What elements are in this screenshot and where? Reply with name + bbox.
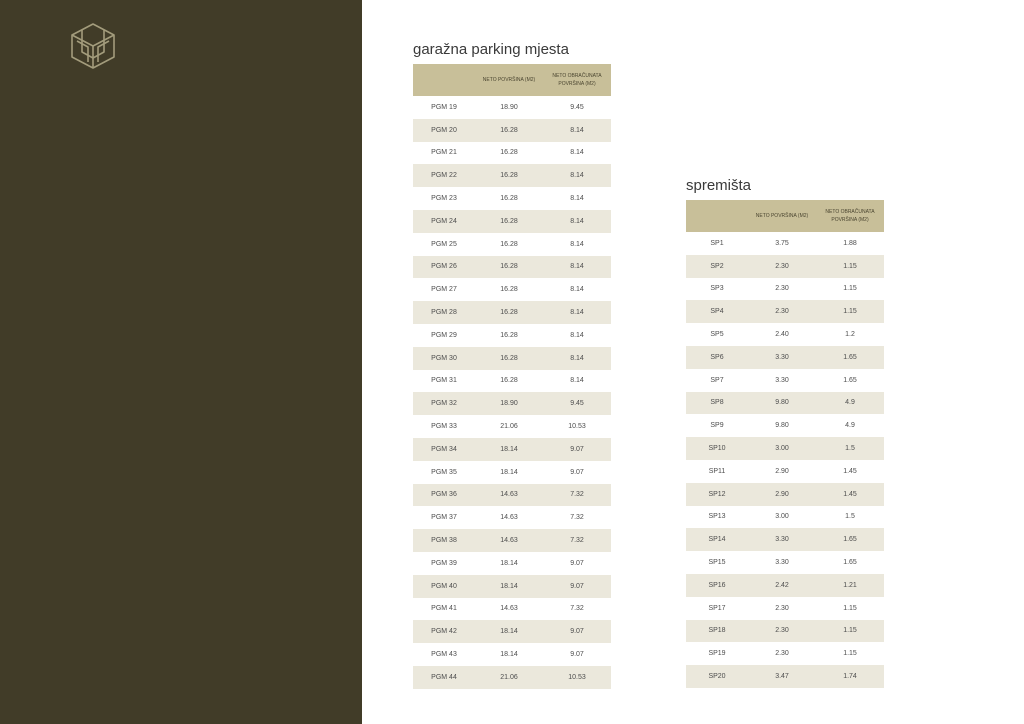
garage-table-body <box>413 96 611 689</box>
unit-cell: SP6 <box>710 353 724 361</box>
table-row <box>413 370 611 393</box>
calculated-area-cell: 1.15 <box>843 262 857 270</box>
net-area-cell: 2.42 <box>775 581 789 589</box>
calculated-area-cell: 1.5 <box>845 445 855 453</box>
net-area-cell: 2.30 <box>775 604 789 612</box>
net-area-cell: 3.00 <box>775 513 789 521</box>
unit-cell: SP4 <box>710 308 724 316</box>
table-row <box>413 187 611 210</box>
unit-cell: SP9 <box>710 422 724 430</box>
unit-cell: PGM 31 <box>431 377 457 385</box>
unit-cell: PGM 20 <box>431 126 457 134</box>
net-area-cell: 2.30 <box>775 650 789 658</box>
calculated-area-cell: 9.07 <box>570 559 584 567</box>
calculated-area-cell: 4.9 <box>845 399 855 407</box>
table-row <box>413 506 611 529</box>
unit-cell: SP1 <box>710 239 724 247</box>
net-area-cell: 18.14 <box>500 628 518 636</box>
table-row <box>686 346 884 369</box>
calculated-area-cell: 1.15 <box>843 308 857 316</box>
unit-cell: SP16 <box>708 581 726 589</box>
net-area-cell: 14.63 <box>500 605 518 613</box>
net-area-cell: 16.28 <box>500 126 518 134</box>
garage-section-title: garažna parking mjesta <box>413 41 569 58</box>
net-area-cell: 16.28 <box>500 263 518 271</box>
calculated-area-cell: 1.5 <box>845 513 855 521</box>
table-row <box>686 483 884 506</box>
calculated-area-cell: 8.14 <box>570 172 584 180</box>
net-area-cell: 18.14 <box>500 468 518 476</box>
net-area-cell: 16.28 <box>500 331 518 339</box>
unit-cell: PGM 44 <box>431 673 457 681</box>
calculated-area-cell: 8.14 <box>570 126 584 134</box>
net-area-cell: 21.06 <box>500 673 518 681</box>
calculated-area-cell: 7.32 <box>570 491 584 499</box>
net-area-cell: 2.40 <box>775 331 789 339</box>
unit-cell: SP11 <box>708 467 726 475</box>
table-row <box>686 574 884 597</box>
calculated-area-cell: 8.14 <box>570 263 584 271</box>
unit-cell: PGM 43 <box>431 651 457 659</box>
table-row <box>413 529 611 552</box>
table-row <box>686 323 884 346</box>
table-row <box>413 575 611 598</box>
calculated-area-cell: 1.65 <box>843 536 857 544</box>
calculated-area-cell: 9.07 <box>570 628 584 636</box>
unit-cell: PGM 36 <box>431 491 457 499</box>
net-area-cell: 3.47 <box>775 673 789 681</box>
table-row <box>413 256 611 279</box>
net-area-cell: 2.30 <box>775 627 789 635</box>
calculated-area-cell: 8.14 <box>570 286 584 294</box>
net-area-cell: 3.00 <box>775 445 789 453</box>
calculated-area-cell: 10.53 <box>568 423 586 431</box>
unit-cell: SP20 <box>708 673 726 681</box>
table-row <box>413 96 611 119</box>
calculated-area-cell: 1.15 <box>843 627 857 635</box>
table-row <box>686 506 884 529</box>
storage-table-body <box>686 232 884 688</box>
calculated-area-cell: 1.45 <box>843 490 857 498</box>
calculated-area-cell: 4.9 <box>845 422 855 430</box>
table-row <box>413 552 611 575</box>
table-row <box>686 665 884 688</box>
unit-cell: SP10 <box>708 445 726 453</box>
unit-cell: PGM 24 <box>431 217 457 225</box>
table-row <box>413 119 611 142</box>
table-row <box>686 278 884 301</box>
calculated-area-cell: 9.07 <box>570 651 584 659</box>
unit-cell: PGM 19 <box>431 103 457 111</box>
unit-cell: PGM 32 <box>431 400 457 408</box>
table-row <box>413 666 611 689</box>
unit-cell: PGM 21 <box>431 149 457 157</box>
calculated-area-cell: 8.14 <box>570 217 584 225</box>
calculated-area-cell: 1.21 <box>843 581 857 589</box>
net-area-cell: 9.80 <box>775 422 789 430</box>
calculated-area-cell: 1.15 <box>843 604 857 612</box>
table-row <box>413 392 611 415</box>
calculated-area-cell: 1.45 <box>843 467 857 475</box>
calculated-area-cell: 7.32 <box>570 605 584 613</box>
net-area-cell: 14.63 <box>500 514 518 522</box>
net-area-cell: 16.28 <box>500 309 518 317</box>
net-area-cell: 18.14 <box>500 559 518 567</box>
calculated-area-cell: 1.2 <box>845 331 855 339</box>
calculated-area-cell: 1.65 <box>843 353 857 361</box>
unit-cell: PGM 22 <box>431 172 457 180</box>
net-area-cell: 16.28 <box>500 195 518 203</box>
unit-cell: PGM 25 <box>431 240 457 248</box>
table-row <box>413 210 611 233</box>
net-area-cell: 3.30 <box>775 559 789 567</box>
storage-section-title: spremišta <box>686 177 752 194</box>
table-row <box>413 643 611 666</box>
net-area-cell: 18.90 <box>500 103 518 111</box>
calculated-area-cell: 7.32 <box>570 514 584 522</box>
table-row <box>686 369 884 392</box>
unit-cell: SP7 <box>710 376 724 384</box>
table-row <box>413 438 611 461</box>
net-area-cell: 18.14 <box>500 582 518 590</box>
unit-cell: PGM 27 <box>431 286 457 294</box>
unit-cell: SP18 <box>708 627 726 635</box>
net-area-cell: 2.30 <box>775 285 789 293</box>
unit-cell: SP15 <box>708 559 726 567</box>
net-area-cell: 3.30 <box>775 536 789 544</box>
calculated-area-cell: 9.45 <box>570 400 584 408</box>
header-cell-calculated-area: NETO OBRAČUNATA POVRŠINA (M2) <box>552 73 602 87</box>
table-row <box>413 415 611 438</box>
calculated-area-cell: 9.45 <box>570 103 584 111</box>
brand-logo-icon <box>68 22 118 70</box>
sidebar-panel <box>0 0 362 724</box>
net-area-cell: 16.28 <box>500 217 518 225</box>
calculated-area-cell: 8.14 <box>570 377 584 385</box>
table-row <box>413 142 611 165</box>
table-row <box>686 437 884 460</box>
table-row <box>686 255 884 278</box>
calculated-area-cell: 10.53 <box>568 673 586 681</box>
net-area-cell: 2.30 <box>775 262 789 270</box>
table-row <box>686 460 884 483</box>
net-area-cell: 16.28 <box>500 354 518 362</box>
unit-cell: SP5 <box>710 331 724 339</box>
table-row <box>686 300 884 323</box>
unit-cell: PGM 35 <box>431 468 457 476</box>
unit-cell: PGM 23 <box>431 195 457 203</box>
calculated-area-cell: 8.14 <box>570 149 584 157</box>
table-row <box>413 347 611 370</box>
table-row <box>686 597 884 620</box>
net-area-cell: 3.75 <box>775 239 789 247</box>
unit-cell: PGM 30 <box>431 354 457 362</box>
unit-cell: PGM 40 <box>431 582 457 590</box>
calculated-area-cell: 9.07 <box>570 582 584 590</box>
unit-cell: PGM 42 <box>431 628 457 636</box>
net-area-cell: 2.30 <box>775 308 789 316</box>
net-area-cell: 2.90 <box>775 490 789 498</box>
table-row <box>686 642 884 665</box>
unit-cell: SP2 <box>710 262 724 270</box>
calculated-area-cell: 8.14 <box>570 331 584 339</box>
unit-cell: SP13 <box>708 513 726 521</box>
net-area-cell: 16.28 <box>500 172 518 180</box>
unit-cell: PGM 33 <box>431 423 457 431</box>
unit-cell: PGM 41 <box>431 605 457 613</box>
calculated-area-cell: 7.32 <box>570 537 584 545</box>
garage-table-header <box>413 64 611 96</box>
net-area-cell: 18.14 <box>500 651 518 659</box>
calculated-area-cell: 9.07 <box>570 468 584 476</box>
calculated-area-cell: 1.15 <box>843 650 857 658</box>
table-row <box>413 278 611 301</box>
unit-cell: PGM 26 <box>431 263 457 271</box>
unit-cell: PGM 37 <box>431 514 457 522</box>
net-area-cell: 21.06 <box>500 423 518 431</box>
calculated-area-cell: 1.74 <box>843 673 857 681</box>
unit-cell: PGM 34 <box>431 445 457 453</box>
table-row <box>686 528 884 551</box>
net-area-cell: 14.63 <box>500 491 518 499</box>
table-row <box>413 461 611 484</box>
calculated-area-cell: 1.15 <box>843 285 857 293</box>
net-area-cell: 2.90 <box>775 467 789 475</box>
net-area-cell: 16.28 <box>500 377 518 385</box>
table-row <box>413 301 611 324</box>
storage-section <box>686 176 884 688</box>
unit-cell: SP8 <box>710 399 724 407</box>
header-cell-net-area: NETO POVRŠINA (M2) <box>755 213 809 219</box>
unit-cell: PGM 29 <box>431 331 457 339</box>
unit-cell: SP17 <box>708 604 726 612</box>
net-area-cell: 3.30 <box>775 353 789 361</box>
calculated-area-cell: 8.14 <box>570 309 584 317</box>
calculated-area-cell: 1.65 <box>843 376 857 384</box>
table-row <box>413 484 611 507</box>
unit-cell: SP12 <box>708 490 726 498</box>
unit-cell: PGM 38 <box>431 537 457 545</box>
table-row <box>413 620 611 643</box>
net-area-cell: 18.90 <box>500 400 518 408</box>
net-area-cell: 16.28 <box>500 240 518 248</box>
net-area-cell: 9.80 <box>775 399 789 407</box>
garage-table <box>413 64 611 689</box>
header-cell-calculated-area: NETO OBRAČUNATA POVRŠINA (M2) <box>825 209 875 223</box>
net-area-cell: 14.63 <box>500 537 518 545</box>
calculated-area-cell: 8.14 <box>570 354 584 362</box>
table-row <box>686 392 884 415</box>
unit-cell: PGM 28 <box>431 309 457 317</box>
storage-table-header <box>686 200 884 232</box>
table-row <box>413 233 611 256</box>
net-area-cell: 16.28 <box>500 286 518 294</box>
net-area-cell: 16.28 <box>500 149 518 157</box>
table-row <box>686 620 884 643</box>
table-row <box>686 232 884 255</box>
unit-cell: PGM 39 <box>431 559 457 567</box>
table-row <box>413 324 611 347</box>
calculated-area-cell: 8.14 <box>570 240 584 248</box>
storage-table <box>686 200 884 688</box>
table-row <box>686 414 884 437</box>
unit-cell: SP14 <box>708 536 726 544</box>
garage-parking-section <box>413 40 611 689</box>
unit-cell: SP19 <box>708 650 726 658</box>
unit-cell: SP3 <box>710 285 724 293</box>
net-area-cell: 3.30 <box>775 376 789 384</box>
calculated-area-cell: 9.07 <box>570 445 584 453</box>
net-area-cell: 18.14 <box>500 445 518 453</box>
table-row <box>686 551 884 574</box>
table-row <box>413 164 611 187</box>
calculated-area-cell: 8.14 <box>570 195 584 203</box>
header-cell-net-area: NETO POVRŠINA (M2) <box>482 77 536 83</box>
calculated-area-cell: 1.88 <box>843 239 857 247</box>
table-row <box>413 598 611 621</box>
calculated-area-cell: 1.65 <box>843 559 857 567</box>
